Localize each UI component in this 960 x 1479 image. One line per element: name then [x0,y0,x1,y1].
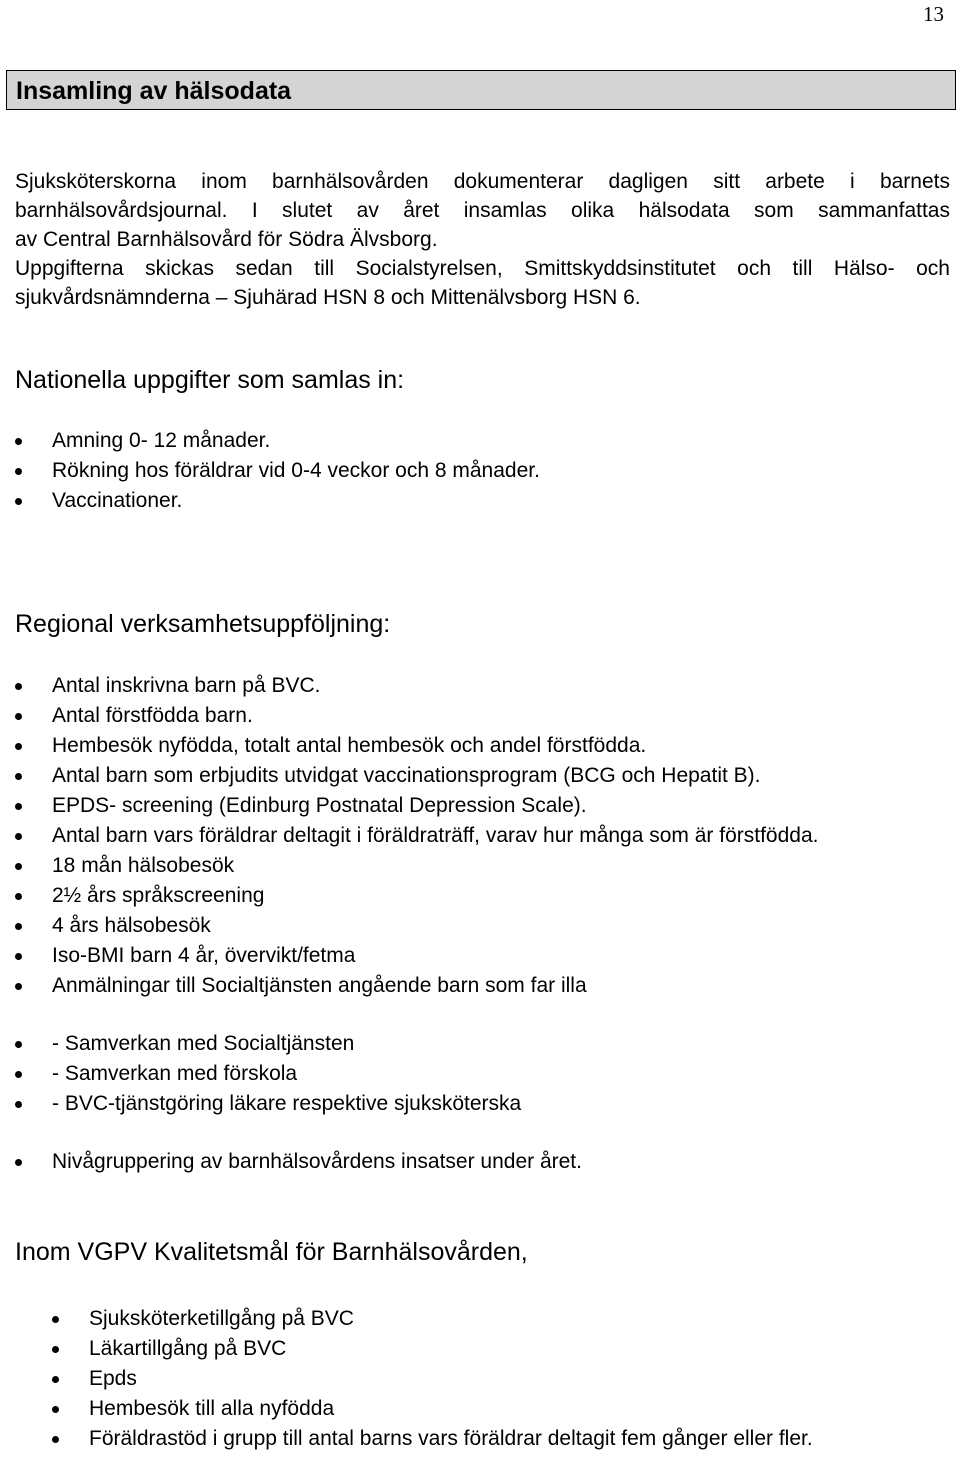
section-title: Insamling av hälsodata [16,77,292,105]
list-item: Hembesök till alla nyfödda [52,1394,842,1424]
national-list [15,426,915,516]
list-item: EPDS- screening (Edinburg Postnatal Depression Scale). [15,791,845,821]
list-item: 4 års hälsobesök [15,911,845,941]
list-item: Vaccinationer. [15,486,915,516]
intro-line: sjukvårdsnämnderna – Sjuhärad HSN 8 och Mittenälvsborg HSN 6. [15,286,641,309]
list-item: Antal barn som erbjudits utvidgat vaccinationsprogram (BCG och Hepatit B). [15,761,845,791]
vgpv-list [52,1304,842,1454]
vgpv-heading: Inom VGPV Kvalitetsmål för Barnhälsovården, [15,1238,528,1266]
list-item: 2½ års språkscreening [15,881,845,911]
list-item: Antal förstfödda barn. [15,701,845,731]
list-item: Föräldrastöd i grupp till antal barns vars föräldrar deltagit fem gånger eller fler. [52,1424,842,1454]
intro-paragraph [15,167,950,312]
list-item: Epds [52,1364,842,1394]
national-heading: Nationella uppgifter som samlas in: [15,366,405,394]
intro-line: barnhälsovårdsjournal. I slutet av året insamlas olika hälsodata som sammanfattas [15,199,950,222]
list-item: Sjuksköterketillgång på BVC [52,1304,842,1334]
intro-line: Uppgifterna skickas sedan till Socialstyrelsen, Smittskyddsinstitutet och till Hälso- och [15,257,950,280]
list-item: - Samverkan med förskola [15,1059,845,1089]
section-title-box [6,70,956,110]
regional-list [15,671,845,1177]
list-item: Amning 0- 12 månader. [15,426,915,456]
page-number: 13 [923,2,944,26]
list-item: Rökning hos föräldrar vid 0-4 veckor och 8 månader. [15,456,915,486]
list-item: - BVC-tjänstgöring läkare respektive sjuksköterska [15,1089,845,1119]
list-item: - Samverkan med Socialtjänsten [15,1029,845,1059]
list-item: Läkartillgång på BVC [52,1334,842,1364]
intro-line: av Central Barnhälsovård för Södra Älvsborg. [15,228,438,251]
intro-line: Sjuksköterskorna inom barnhälsovården dokumenterar dagligen sitt arbete i barnets [15,170,950,193]
list-item: Anmälningar till Socialtjänsten angående barn som far illa [15,971,845,1001]
list-item: 18 mån hälsobesök [15,851,845,881]
list-item: Nivågruppering av barnhälsovårdens insatser under året. [15,1147,845,1177]
regional-heading: Regional verksamhetsuppföljning: [15,610,391,638]
list-item: Antal inskrivna barn på BVC. [15,671,845,701]
list-item: Antal barn vars föräldrar deltagit i föräldraträff, varav hur många som är förstfödda. [15,821,845,851]
list-item: Iso-BMI barn 4 år, övervikt/fetma [15,941,845,971]
list-item: Hembesök nyfödda, totalt antal hembesök och andel förstfödda. [15,731,845,761]
